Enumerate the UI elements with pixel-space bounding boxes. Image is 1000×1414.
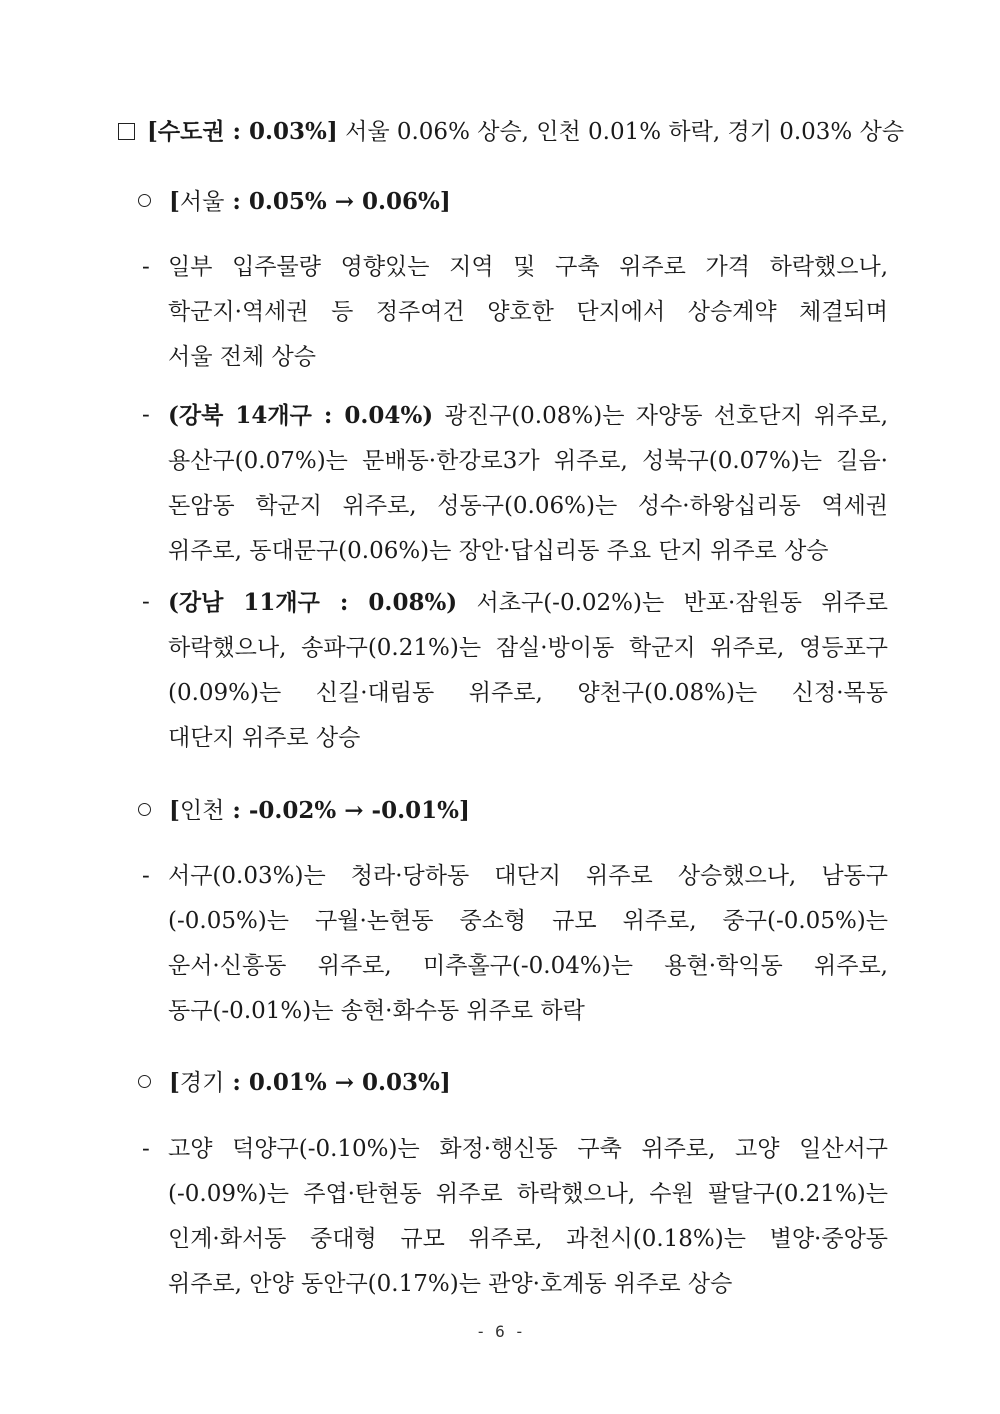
region-range: : -0.02% → -0.01%] [224,797,470,824]
paragraph-line: 서울 전체 상승 [168,344,316,370]
paragraph-line: (-0.05%)는 구월·논현동 중소형 규모 위주로, 중구(-0.05%)는 [168,908,888,934]
page-number: - 6 - [475,1322,525,1341]
dash-bullet: - [142,589,150,615]
paragraph-line: 일부 입주물량 영향있는 지역 및 구축 위주로 가격 하락했으나, [168,254,888,280]
dash-bullet: - [142,254,150,280]
paragraph-line: 고양 덕양구(-0.10%)는 화정·행신동 구축 위주로, 고양 일산서구 [168,1136,888,1162]
heading-text: 서울 0.06% 상승, 인천 0.01% 하락, 경기 0.03% 상승 [337,119,905,145]
circle-bullet-icon [138,194,151,207]
paragraph-line: (0.09%)는 신길·대림동 위주로, 양천구(0.08%)는 신정·목동 [168,680,888,706]
paragraph-line: 인계·화서동 중대형 규모 위주로, 과천시(0.18%)는 별양·중앙동 [168,1226,888,1252]
paragraph-gyeonggi [142,1127,888,1307]
heading-label: [수도권 : 0.03%] [147,118,338,145]
paragraph-line: 위주로, 안양 동안구(0.17%)는 관양·호계동 위주로 상승 [168,1271,733,1297]
paragraph-line [168,393,888,439]
paragraph-line: 위주로, 동대문구(0.06%)는 장안·답십리동 주요 단지 위주로 상승 [168,538,829,564]
paragraph-line: 서구(0.03%)는 청라·당하동 대단지 위주로 상승했으나, 남동구 [168,863,888,889]
subheading-incheon [138,793,898,829]
paragraph-line: 운서·신흥동 위주로, 미추홀구(-0.04%)는 용현·학익동 위주로, [168,953,888,979]
subheading-seoul [138,184,898,220]
dash-bullet: - [142,1136,150,1162]
paragraph-line: 용산구(0.07%)는 문배동·한강로3가 위주로, 성북구(0.07%)는 길음· [168,448,888,474]
paragraph-line: 학군지·역세권 등 정주여건 양호한 단지에서 상승계약 체결되며 [168,299,888,325]
paragraph-text: 광진구(0.08%)는 자양동 선호단지 위주로, [433,403,889,429]
paragraph-line: (-0.09%)는 주엽·탄현동 위주로 하락했으나, 수원 팔달구(0.21%)는 [168,1181,888,1207]
dash-bullet: - [142,402,150,428]
paragraph-seoul-overview [142,245,888,380]
district-group-label: (강북 14개구 : 0.04%) [168,402,434,429]
paragraph-incheon [142,854,888,1034]
paragraph-line: 하락했으나, 송파구(0.21%)는 잠실·방이동 학군지 위주로, 영등포구 [168,635,888,661]
region-range: : 0.01% → 0.03%] [224,1069,451,1096]
paragraph-text: 서초구(-0.02%)는 반포·잠원동 위주로 [457,590,888,616]
subheading-gyeonggi [138,1065,898,1101]
circle-bullet-icon [138,1075,151,1088]
checkbox-square-icon [118,123,135,140]
district-group-label: (강남 11개구 : 0.08%) [168,589,458,616]
region-name: 경기 [179,1070,225,1096]
paragraph-line [168,580,888,626]
paragraph-line: 돈암동 학군지 위주로, 성동구(0.06%)는 성수·하왕십리동 역세권 [168,493,888,519]
paragraph-line: 동구(-0.01%)는 송현·화수동 위주로 하락 [168,998,585,1024]
dash-bullet: - [142,863,150,889]
region-name: 인천 [179,798,225,824]
circle-bullet-icon [138,803,151,816]
bracket-open: [ [169,797,180,824]
bracket-open: [ [169,1069,180,1096]
region-name: 서울 [179,189,225,215]
paragraph-gangnam [142,580,888,761]
bracket-open: [ [169,188,180,215]
region-range: : 0.05% → 0.06%] [224,188,451,215]
section-heading [118,114,905,150]
paragraph-gangbuk [142,393,888,574]
paragraph-line: 대단지 위주로 상승 [168,725,361,751]
